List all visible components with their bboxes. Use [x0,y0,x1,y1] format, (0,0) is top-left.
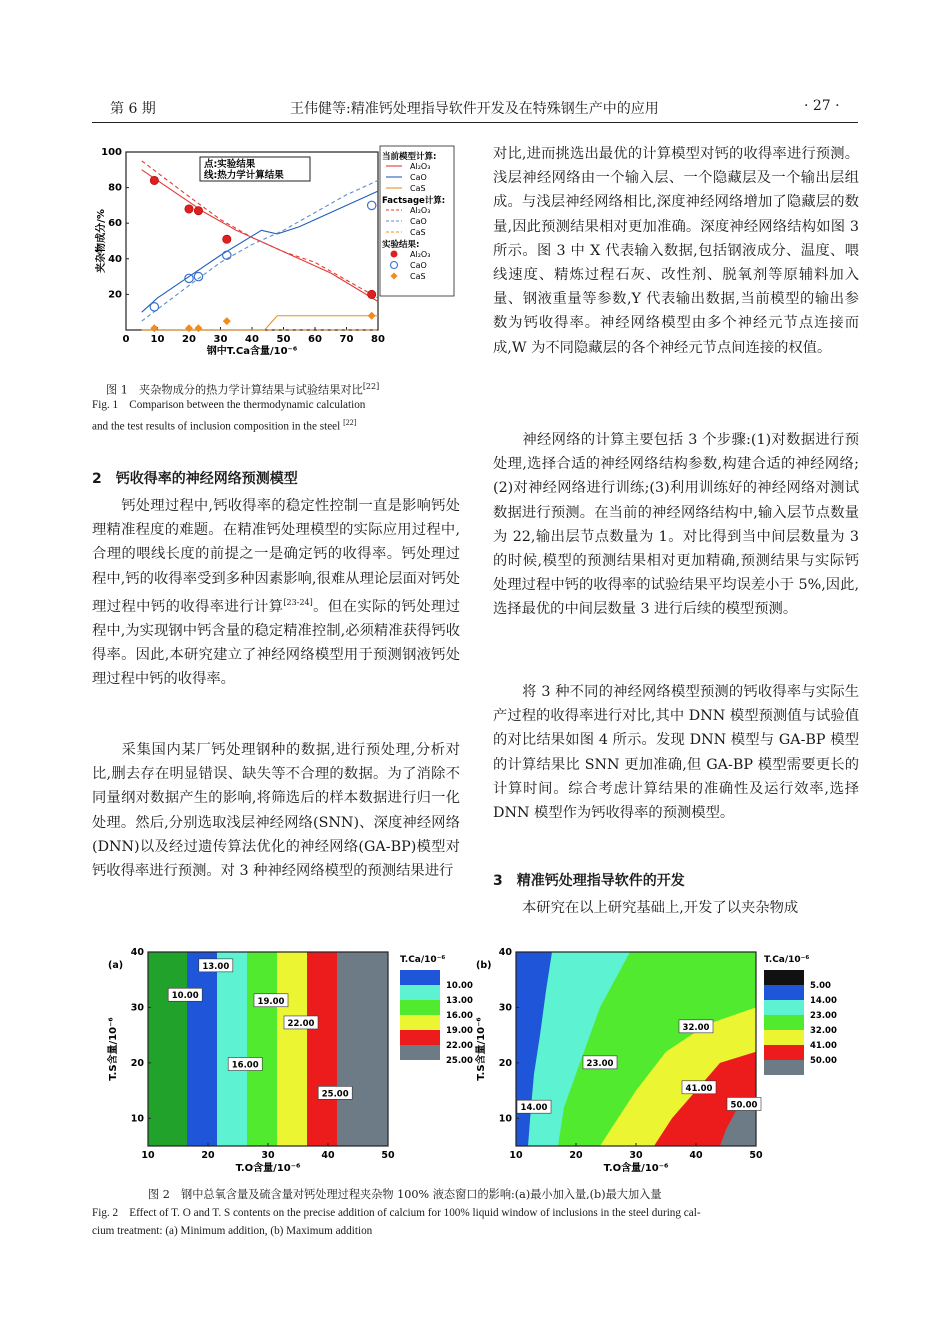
fig1-x-tick-label: 0 [122,334,130,345]
fig1-legend-exp-al2o3-swatch [391,251,398,258]
fig2a-legend-swatch [400,970,440,985]
header-rule [92,122,858,123]
fig1-legend-exp-cao: CaO [410,261,427,270]
fig1-legend-factsage-cas: CaS [410,228,426,237]
fig2a-band-0 [148,952,187,1146]
fig2a-band-6 [337,952,388,1146]
fig2b-x-tick-label: 50 [749,1150,763,1161]
fig2-chart [92,940,858,1180]
fig2a-band-3 [247,952,277,1146]
fig2a-band-2 [217,952,247,1146]
fig2b-x-tick-label: 40 [689,1150,703,1161]
fig2-caption-cn: 图 2 钢中总氧含量及硫含量对钙处理过程夹杂物 100% 液态窗口的影响:(a)最小加入量,(b)最大加入量 [148,1188,662,1201]
fig2a-y-axis-label: T.S含量/10⁻⁶ [108,1017,119,1081]
fig2a-x-tick-label: 10 [141,1150,155,1161]
fig1-x-tick-label: 30 [213,334,228,345]
fig1-y-tick-label: 40 [108,253,122,265]
fig2a-legend-level: 16.00 [446,1011,473,1021]
fig2b-contour-label-14: 14.00 [520,1103,548,1114]
fig2b-legend-title: T.Ca/10⁻⁶ [764,955,810,965]
fig2a-legend-level: 10.00 [446,981,473,991]
fig1-legend-factsage-al2o3: Al₂O₃ [410,206,431,215]
fig2b-y-tick-label: 30 [498,1002,512,1014]
fig1-exp-al2o3-point [223,235,231,243]
fig2b-contour-label-41: 41.00 [685,1083,713,1094]
fig2a-legend-level: 13.00 [446,996,473,1006]
fig2b-y-axis-label: T.S含量/10⁻⁶ [476,1017,487,1081]
fig1-legend-header-current: 当前模型计算: [382,152,437,162]
fig1-y-tick-label: 20 [108,289,122,301]
fig1-y-axis-label: 夹杂物成分/% [96,209,107,273]
fig1-legend-current-al2o3: Al₂O₃ [410,162,431,171]
fig1-legend-factsage-cao: CaO [410,217,427,226]
fig2a-y-tick-label: 40 [130,947,144,958]
fig1-x-tick-label: 60 [308,334,322,345]
fig2b-legend-swatch [764,970,804,985]
fig2a-legend-swatch [400,1015,440,1030]
fig1-exp-al2o3-point [185,205,193,213]
fig2b-y-tick-label: 40 [498,947,512,958]
fig1-note-points: 点:实验结果 [204,159,256,170]
page-number: · 27 · [804,98,840,114]
fig2a-contour-label-25: 25.00 [321,1089,349,1100]
fig2b-panel-label: (b) [476,960,492,971]
fig1-legend-header-factsage: Factsage计算: [382,196,446,206]
fig1-caption-en2: and the test results of inclusion composition in the steel [22] [92,418,357,433]
fig2a-band-4 [277,952,307,1146]
fig1-y-tick-label: 60 [108,218,122,230]
fig2b-legend-swatch [764,1015,804,1030]
fig2a-y-tick-label: 20 [130,1057,144,1069]
fig2b-y-tick-label: 20 [498,1057,512,1069]
fig2a-contour-label-13: 13.00 [202,961,230,972]
fig2a-panel-label: (a) [108,960,124,971]
fig2a-legend-swatch [400,1000,440,1015]
fig1-exp-al2o3-point [150,176,158,184]
fig1-x-tick-label: 10 [150,334,165,345]
fig2a-y-tick-label: 30 [130,1002,144,1014]
fig2b-legend-level: 14.00 [810,996,837,1006]
right-paragraph-4: 本研究在以上研究基础上,开发了以夹杂物成 [522,900,799,916]
fig2b-x-tick-label: 10 [509,1150,523,1161]
right-paragraph-2: 神经网络的计算主要包括 3 个步骤:(1)对数据进行预处理,选择合适的神经网络结构参数,构建合适的神经网络;(2)对神经网络进行训练;(3)利用训练好的神经网络对测试数据进行预测。在当前的神经网络结构中,输入层节点数量为 22,输出层节点数量为 1。对比得到当中间层数量为 3 的时候,模型的预测结果相对更加精确,预测结果与实际钙处理过程中钙的收得率的试验结果平均误差小于 5%,因此,选择最优的中间层数量 3 进行后续的模型预测。 [493,432,859,618]
fig1-y-tick-label: 100 [101,147,122,158]
fig2a-legend-title: T.Ca/10⁻⁶ [400,955,446,965]
fig2a-legend-level: 25.00 [446,1056,473,1066]
right-paragraph-3: 将 3 种不同的神经网络模型预测的钙收得率与实际生产过程的收得率进行对比,其中 DNN 模型预测值与试验值的对比结果如图 4 所示。发现 DNN 模型与 GA-BP 模型的计算结果比 SNN 更加准确,但 GA-BP 模型需要更长的计算时间。综合考虑计算结果的准确性及运行效率,选择 DNN 模型作为钙收得率的预测模型。 [493,684,859,822]
fig2a-y-tick-label: 10 [130,1113,144,1125]
fig2-caption-en1: Fig. 2 Effect of T. O and T. S contents on the precise addition of calcium for 100% liquid window of inclusions in the steel during cal- [92,1207,701,1219]
fig2b-x-tick-label: 30 [629,1150,643,1161]
fig2b-legend-level: 5.00 [810,981,831,991]
fig1-legend-current-cas: CaS [410,184,426,193]
fig2b-legend-swatch [764,985,804,1000]
fig2b-legend-swatch [764,1045,804,1060]
fig1-x-tick-label: 50 [276,334,291,345]
fig1-x-tick-label: 70 [339,334,354,345]
journal-issue: 第 6 期 [110,101,156,117]
section-3-title: 3 精准钙处理指导软件的开发 [493,873,685,889]
fig2b-legend-level: 50.00 [810,1056,837,1066]
fig2b-contour-label-32: 32.00 [682,1022,710,1033]
fig1-legend-exp-al2o3: Al₂O₃ [410,250,431,259]
fig2a-legend-swatch [400,1030,440,1045]
fig2a-legend-level: 22.00 [446,1041,473,1051]
fig2b-x-tick-label: 20 [569,1150,583,1161]
running-title: 王伟健等:精准钙处理指导软件开发及在特殊钢生产中的应用 [290,101,659,117]
fig2a-contour-label-16: 16.00 [231,1060,259,1071]
fig2b-legend-level: 32.00 [810,1026,837,1036]
right-paragraph-1: 对比,进而挑选出最优的计算模型对钙的收得率进行预测。浅层神经网络由一个输入层、一个隐藏层及一个输出层组成。与浅层神经网络相比,深度神经网络增加了隐藏层的数量,因此预测结果相对更加准确。深度神经网络结构如图 3 所示。图 3 中 X 代表输入数据,包括钢液成分、温度、喂线速度、精炼过程石灰、改性剂、脱氧剂等原辅料加入量、钢液重量等参数,Y 代表输出数据,当前模型的输出参数为钙收得率。神经网络模型由多个神经元节点连接而成,W 为不同隐藏层的各个神经元节点间连接的权值。 [493,146,859,356]
fig1-caption-en1: Fig. 1 Comparison between the thermodynamic calculation [92,399,366,411]
fig1-legend-exp-cas: CaS [410,272,426,281]
fig2a-x-tick-label: 30 [261,1150,275,1161]
fig2a-legend-swatch [400,985,440,1000]
fig2-caption-en2: cium treatment: (a) Minimum addition, (b) Maximum addition [92,1225,373,1237]
section-2-title: 2 钙收得率的神经网络预测模型 [92,471,298,487]
fig1-x-tick-label: 20 [182,334,196,345]
fig2a-x-tick-label: 40 [321,1150,335,1161]
fig2b-legend-swatch [764,1060,804,1075]
fig2b-contour-label-50: 50.00 [730,1100,758,1111]
fig2a-contour-label-10: 10.00 [171,991,199,1002]
fig2b-legend-level: 23.00 [810,1011,837,1021]
fig1-x-tick-label: 80 [371,334,385,345]
fig1-exp-al2o3-point [368,290,376,298]
fig1-legend-current-cao: CaO [410,173,427,182]
fig2a-x-tick-label: 50 [381,1150,395,1161]
fig1-chart [92,140,470,360]
fig2b-legend-level: 41.00 [810,1041,837,1051]
fig2a-x-tick-label: 20 [201,1150,215,1161]
fig2a-legend-swatch [400,1045,440,1060]
left-paragraph-1: 钙处理过程中,钙收得率的稳定性控制一直是影响钙处理精准程度的难题。在精准钙处理模型的实际应用过程中,合理的喂线长度的前提之一是确定钙的收得率。钙处理过程中,钙的收得率受到多种因素影响,很难从理论层面对钙处理过程中钙的收得率进行计算[23-24]。但在实际的钙处理过程中,为实现钢中钙含量的稳定精准控制,必须精准获得钙收得率。因此,本研究建立了神经网络模型用于预测钢液钙处理过程中钙的收得率。 [92,498,461,688]
fig2b-y-tick-label: 10 [498,1113,512,1125]
fig1-x-axis-label: 钢中T.Ca含量/10⁻⁶ [206,346,298,357]
fig2a-contour-label-19: 19.00 [257,996,285,1007]
fig2a-contour-label-22: 22.00 [287,1018,315,1029]
fig2b-legend-swatch [764,1000,804,1015]
fig1-legend-header-exp: 实验结果: [382,240,420,250]
fig1-x-tick-label: 40 [245,334,259,345]
fig2b-x-axis-label: T.O含量/10⁻⁶ [603,1163,669,1174]
fig1-caption-cn: 图 1 夹杂物成分的热力学计算结果与试验结果对比[22] [106,382,380,397]
left-paragraph-2: 采集国内某厂钙处理钢种的数据,进行预处理,分析对比,删去存在明显错误、缺失等不合理的数据。为了消除不同量纲对数据产生的影响,将筛选后的样本数据进行归一化处理。然后,分别选取浅层神经网络(SNN)、深度神经网络(DNN)以及经过遗传算法优化的神经网络(GA-BP)模型对钙收得率进行预测。对 3 种神经网络模型的预测结果进行 [92,742,460,880]
fig1-exp-al2o3-point [194,207,202,215]
fig2b-contour-label-23: 23.00 [586,1058,614,1069]
fig2b-legend-swatch [764,1030,804,1045]
fig1-y-tick-label: 80 [108,182,122,194]
fig2a-band-1 [187,952,217,1146]
fig2a-legend-level: 19.00 [446,1026,473,1036]
fig1-note-lines: 线:热力学计算结果 [204,170,284,181]
fig2a-band-5 [307,952,337,1146]
fig2a-x-axis-label: T.O含量/10⁻⁶ [235,1163,301,1174]
